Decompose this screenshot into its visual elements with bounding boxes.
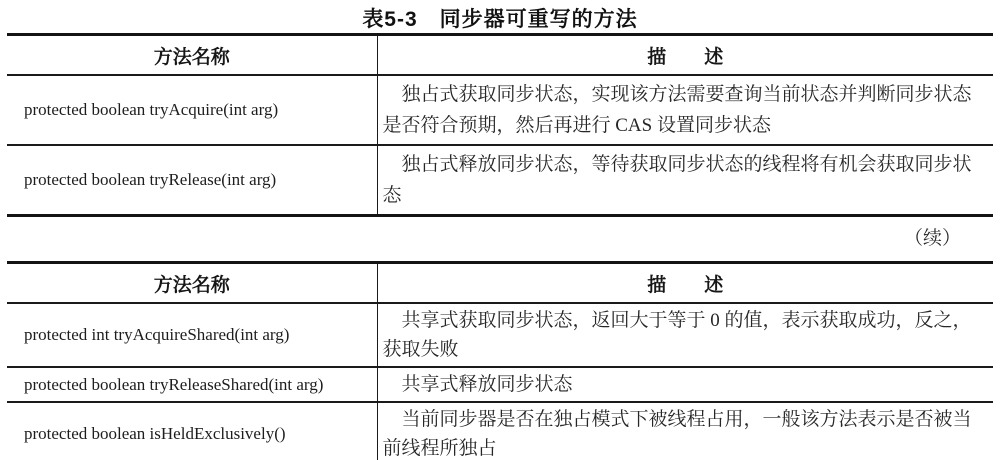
table-row bbox=[7, 75, 993, 145]
method-description-cell: 共享式释放同步状态 bbox=[377, 367, 993, 402]
method-description-cell: 共享式获取同步状态，返回大于等于 0 的值，表示获取成功，反之，获取失败 bbox=[377, 303, 993, 367]
method-signature-cell: protected int tryAcquireShared(int arg) bbox=[7, 303, 377, 367]
table-caption: 表5-3 同步器可重写的方法 bbox=[362, 8, 638, 31]
header-row bbox=[7, 263, 993, 304]
table-row bbox=[7, 367, 993, 402]
method-signature-cell: protected boolean tryRelease(int arg) bbox=[24, 170, 277, 189]
table-continued-label: （续） bbox=[903, 228, 961, 249]
method-signature-cell: protected boolean tryAcquire(int arg) bbox=[7, 75, 377, 145]
method-signature-cell: protected boolean isHeldExclusively() bbox=[24, 424, 286, 443]
column-header-description: 描 述 bbox=[377, 263, 993, 304]
column-header-method-name: 方法名称 bbox=[7, 263, 377, 304]
column-header-description: 描 述 bbox=[377, 35, 993, 76]
method-description-cell: 当前同步器是否在独占模式下被线程占用，一般该方法表示是否被当前线程所独占 bbox=[377, 402, 993, 460]
synchronizer-methods-table-part1 bbox=[7, 33, 993, 217]
table-row bbox=[7, 145, 993, 216]
synchronizer-methods-table-part2 bbox=[7, 261, 993, 460]
table-row bbox=[7, 303, 993, 367]
method-signature-cell: protected boolean tryReleaseShared(int arg) bbox=[7, 367, 377, 402]
method-description-cell: 独占式获取同步状态，实现该方法需要查询当前状态并判断同步状态是否符合预期，然后再进行 CAS 设置同步状态 bbox=[377, 75, 993, 145]
header-row bbox=[7, 35, 993, 76]
column-header-method-name: 方法名称 bbox=[7, 35, 377, 76]
method-description-cell: 独占式释放同步状态，等待获取同步状态的线程将有机会获取同步状态 bbox=[377, 145, 993, 216]
table-row bbox=[7, 402, 993, 460]
